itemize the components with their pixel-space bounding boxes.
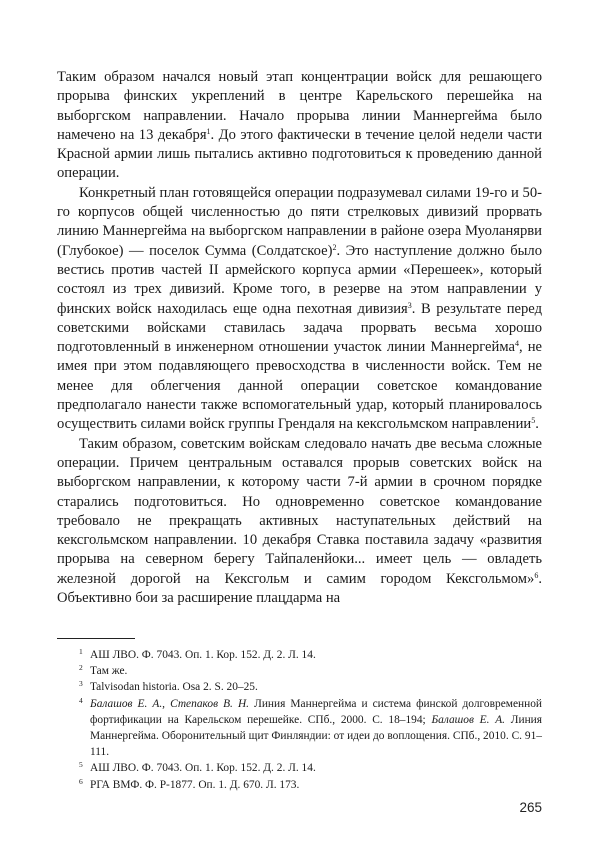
paragraph-3 xyxy=(57,435,542,609)
footnote-ref-6[interactable]: 6 xyxy=(534,570,539,580)
paragraph-text: Таким образом начался новый этап концентрации войск для решающего прорыва финских укреплений в центре Карельского перешейка на выборгском направлении. Начало прорыва линии Маннергейма было намечено на 13 декабря xyxy=(57,69,542,143)
footnote-6 xyxy=(57,777,542,793)
footnote-3 xyxy=(57,679,542,695)
footnote-number: 6 xyxy=(79,776,83,786)
footnote-divider xyxy=(57,638,135,639)
footnote-1 xyxy=(57,647,542,663)
paragraph-text: Таким образом, советским войскам следовало начать две весьма сложные операции. Причем центральным оставался прорыв советских войск на выборгском направлении, к которому части 7-й армии в срочном порядке старались подготовиться. Но одновременно советское командование требовало не прекращать активных наступательных действий на кексгольмском направлении. 10 декабря Ставка поставила задачу «развития прорыва на северном берегу Тайпаленйоки... имеет цель — овладеть железной дорогой на Кексгольм и самим городом Кексгольмом» xyxy=(57,435,542,587)
footnote-number: 4 xyxy=(79,695,83,705)
paragraph-text: , не имея при этом подавляющего превосходства в численности войск. Тем не менее для облегчения данной операции советское командование предполагало нанести также вспомогательный удар, который планировалось осуществить силами войск группы Грендаля на кексгольмском направлении xyxy=(57,339,542,433)
footnote-text: АШ ЛВО. Ф. 7043. Оп. 1. Кор. 152. Д. 2. Л. 14. xyxy=(90,649,316,661)
footnote-text: Talvisodan historia. Osa 2. S. 20–25. xyxy=(90,681,258,694)
paragraph-text: . До этого фактически в течение целой недели части Красной армии лишь пытались активно подготовиться к проведению данной операции. xyxy=(57,126,543,182)
footnote-5 xyxy=(57,760,542,776)
footnote-text xyxy=(79,696,542,761)
paragraph-text: . xyxy=(535,416,539,433)
footnote-text: РГА ВМФ. Ф. Р-1877. Оп. 1. Д. 670. Л. 173. xyxy=(90,778,300,791)
paragraph-1 xyxy=(57,68,542,184)
footnote-text-part: Линия Маннергейма. Оборонительный щит Финляндии: от идеи до воплощения. СПб., 2010. С. 91–111. xyxy=(90,713,543,759)
footnote-text-part: Линия Маннергейма и система финской долговременной фортификации на Карельском перешейке. СПб., 2000. С. 18–194; xyxy=(90,697,542,726)
footnote-number: 5 xyxy=(79,760,83,770)
footnote-ref-5[interactable]: 5 xyxy=(531,416,536,426)
footnote-ref-1[interactable]: 1 xyxy=(206,126,211,136)
footnote-number: 1 xyxy=(79,647,83,656)
page-number: 265 xyxy=(519,800,542,815)
paragraph-text: Конкретный план готовящейся операции подразумевал силами 19-го и 50-го корпусов общей численностью до пяти стрелковых дивизий прорвать линию Маннергейма на выборгском направлении в районе озера Муоланярви (Глубокое) — поселок Сумма (Солдатское) xyxy=(57,184,542,259)
footnote-2 xyxy=(57,663,542,679)
paragraph-text: . Это наступление должно было вестись против частей II армейского корпуса армии «Перешеек», который состоял из трех дивизий. Кроме того, в резерве на этом направлении у финских войск находилась еще одна пехотная дивизия xyxy=(57,242,542,317)
footnote-authors: Балашов Е. А., Степаков В. Н. xyxy=(90,697,250,710)
paragraph-text: . В результате перед советскими войсками ставилась задача прорвать весьма хорошо подготовленный в инженерном отношении участок линии Маннергейма xyxy=(57,300,542,356)
footnote-text: Там же. xyxy=(90,665,128,678)
paragraph-2 xyxy=(57,184,542,435)
footnote-number: 3 xyxy=(79,679,83,689)
footnote-ref-3[interactable]: 3 xyxy=(407,300,412,310)
footnotes xyxy=(57,647,542,793)
footnote-number: 2 xyxy=(79,663,83,673)
footnote-ref-4[interactable]: 4 xyxy=(514,339,519,349)
footnote-text: АШ ЛВО. Ф. 7043. Оп. 1. Кор. 152. Д. 2. Л. 14. xyxy=(90,762,316,775)
footnote-4 xyxy=(57,696,542,761)
footnote-ref-2[interactable]: 2 xyxy=(332,242,337,252)
main-text xyxy=(57,68,542,608)
footnote-authors: Балашов Е. А. xyxy=(431,713,506,726)
paragraph-text: . Объективно бои за расширение плацдарма на xyxy=(57,570,542,607)
